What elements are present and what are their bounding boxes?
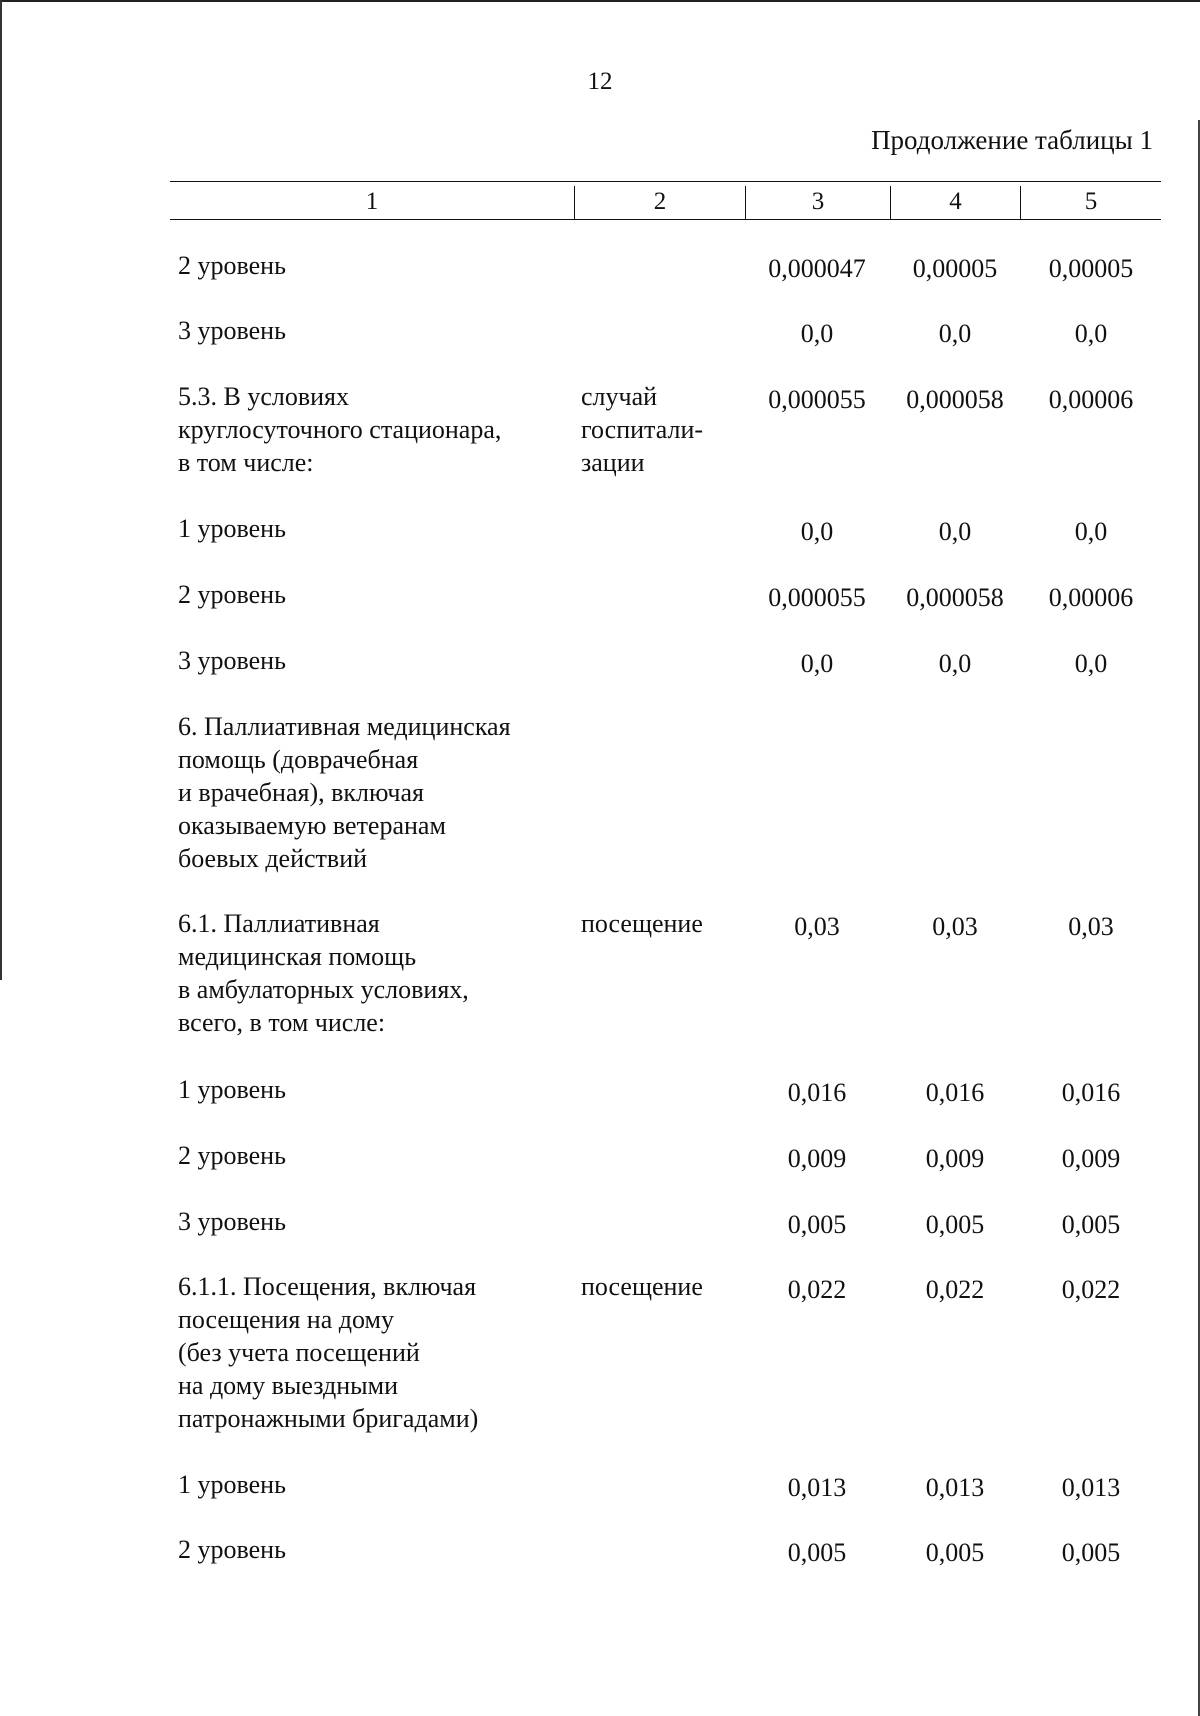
table-header-cell: 3	[811, 188, 825, 215]
table-continuation-label: Продолжение таблицы 1	[871, 125, 1153, 155]
table-cell-col4: 0,000058	[906, 583, 1004, 612]
table-header-cell: 5	[1084, 188, 1098, 215]
table-cell-col4: 0,013	[925, 1473, 985, 1502]
table-cell-col1: 3 уровень	[178, 316, 286, 345]
table-cell-col1: 3 уровень	[178, 646, 286, 675]
table-cell-col4: 0,000058	[906, 385, 1004, 414]
table-cell-col3: 0,009	[787, 1144, 847, 1173]
table-cell-col4: 0,00005	[912, 254, 998, 283]
table-cell-col5: 0,009	[1061, 1144, 1121, 1173]
table-cell-col3: 0,0	[800, 517, 834, 546]
table-header-cell: 2	[653, 188, 667, 215]
table-cell-col3: 0,005	[787, 1210, 847, 1239]
table-cell-col1: 2 уровень	[178, 1141, 286, 1170]
table-cell-col3: 0,000047	[768, 254, 866, 283]
table-cell-col4: 0,022	[925, 1275, 985, 1304]
table-cell-col3: 0,022	[787, 1275, 847, 1304]
table-cell-col3: 0,000055	[768, 583, 866, 612]
table-cell-col5: 0,0	[1074, 517, 1108, 546]
table-cell-col1: 6. Паллиативная медицинская помощь (доврачебная и врачебная), включая оказываемую ветеранам боевых действий	[178, 712, 511, 873]
table-cell-col4: 0,009	[925, 1144, 985, 1173]
table-cell-col3: 0,03	[794, 912, 840, 941]
page-number: 12	[587, 68, 613, 95]
table-cell-col3: 0,0	[800, 319, 834, 348]
scan-edge-left	[0, 0, 2, 980]
table-cell-col3: 0,0	[800, 649, 834, 678]
table-cell-col2: посещение	[581, 1272, 703, 1301]
table-cell-col1: 5.3. В условиях круглосуточного стационара, в том числе:	[178, 382, 502, 477]
table-cell-col5: 0,00006	[1048, 583, 1134, 612]
table-cell-col3: 0,013	[787, 1473, 847, 1502]
table-cell-col5: 0,016	[1061, 1078, 1121, 1107]
table-cell-col5: 0,0	[1074, 649, 1108, 678]
table-cell-col1: 2 уровень	[178, 580, 286, 609]
table-header-cell: 1	[365, 188, 379, 215]
table-cell-col1: 2 уровень	[178, 251, 286, 280]
table-cell-col4: 0,0	[938, 649, 972, 678]
table-cell-col3: 0,000055	[768, 385, 866, 414]
table-cell-col5: 0,022	[1061, 1275, 1121, 1304]
table-header-cell: 4	[949, 188, 962, 215]
table-header-bottom-rule	[170, 219, 1161, 220]
table-cell-col1: 3 уровень	[178, 1207, 286, 1236]
table-cell-col4: 0,016	[925, 1078, 985, 1107]
table-cell-col1: 1 уровень	[178, 514, 286, 543]
table-cell-col5: 0,00005	[1048, 254, 1134, 283]
table-cell-col4: 0,03	[932, 912, 978, 941]
table-cell-col3: 0,005	[787, 1538, 847, 1567]
table-cell-col1: 1 уровень	[178, 1075, 286, 1104]
table-cell-col3: 0,016	[787, 1078, 847, 1107]
table-cell-col4: 0,0	[938, 319, 972, 348]
table-header-top-rule	[170, 181, 1161, 182]
table-cell-col1: 6.1. Паллиативная медицинская помощь в амбулаторных условиях, всего, в том числе:	[178, 909, 469, 1037]
table-cell-col5: 0,00006	[1048, 385, 1134, 414]
table-cell-col4: 0,005	[925, 1538, 985, 1567]
table-cell-col5: 0,005	[1061, 1210, 1121, 1239]
table-cell-col5: 0,005	[1061, 1538, 1121, 1567]
table-cell-col4: 0,0	[938, 517, 972, 546]
table-cell-col1: 2 уровень	[178, 1535, 286, 1564]
table-cell-col5: 0,0	[1074, 319, 1108, 348]
table-cell-col5: 0,013	[1061, 1473, 1121, 1502]
table-cell-col4: 0,005	[925, 1210, 985, 1239]
table-cell-col1: 1 уровень	[178, 1470, 286, 1499]
table-cell-col5: 0,03	[1068, 912, 1114, 941]
scan-edge-top	[0, 0, 1200, 2]
table-cell-col2: случай госпитали- зации	[581, 382, 704, 477]
table-cell-col1: 6.1.1. Посещения, включая посещения на дому (без учета посещений на дому выездными патронажными бригадами)	[178, 1272, 479, 1433]
table-cell-col2: посещение	[581, 909, 703, 938]
